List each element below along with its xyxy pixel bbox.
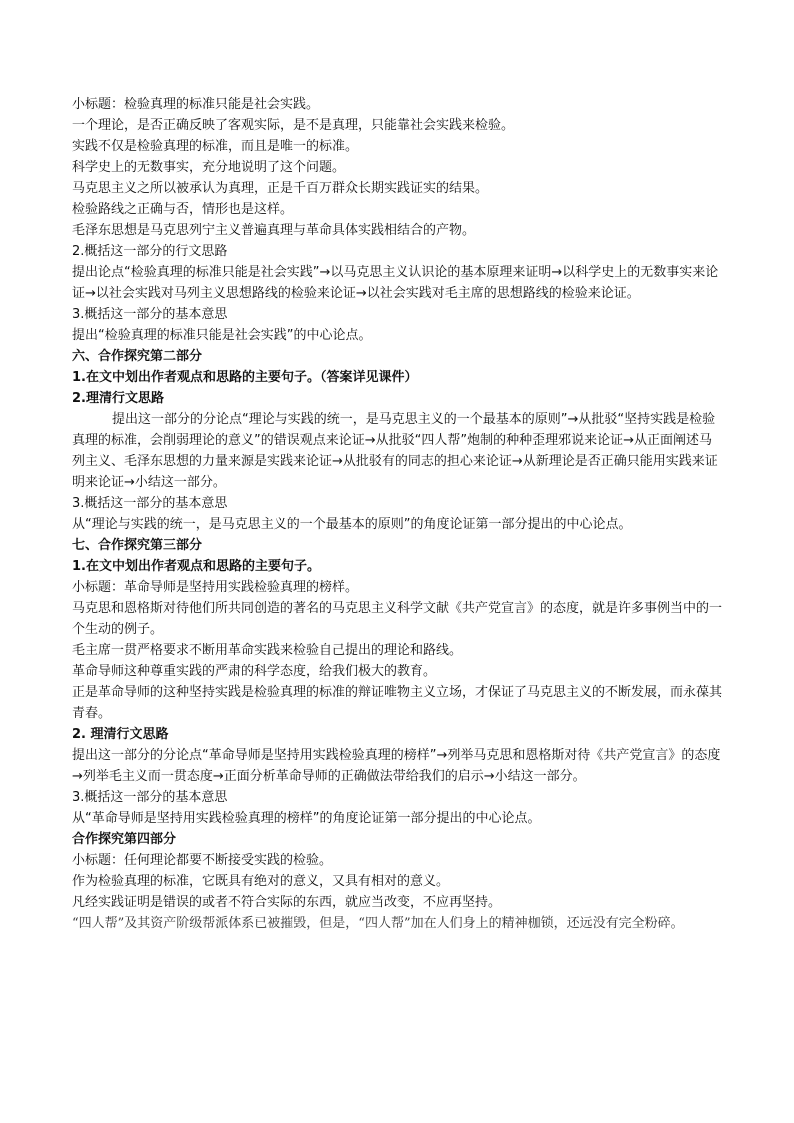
subheading-line: 小标题：任何理论都要不断接受实践的检验。 (72, 853, 333, 868)
text-line: 实践不仅是检验真理的标准，而且是唯一的标准。 (72, 139, 359, 154)
paragraph: 马克思和恩格斯对待他们所共同创造的著名的马克思主义科学文献《共产党宣言》的态度，就是许多事例当中的一个生动的例子。 (72, 601, 723, 637)
text-line: 毛主席一贯严格要求不断用革命实践来检验自己提出的理论和路线。 (72, 643, 463, 658)
text-line: 检验路线之正确与否，情形也是这样。 (72, 202, 294, 217)
paragraph: 提出这一部分的分论点“理论与实践的统一，是马克思主义的一个最基本的原则”→从批驳“坚持实践是检验真理的标准，会削弱理论的意义”的错误观点来论证→从批驳“四人帮”炮制的种种歪理邪说来论证→从正面阐述马列主义、毛泽东思想的力量来源是实践来论证→从批驳有的同志的担心来论证→从新理论是否正确只能用实践来证明来论证→小结这一部分。 (72, 412, 718, 490)
text-line: 从“理论与实践的统一，是马克思主义的一个最基本的原则”的角度论证第一部分提出的中心论点。 (72, 517, 632, 532)
numbered-heading: 1.在文中划出作者观点和思路的主要句子。 (72, 559, 320, 574)
text-line: 凡经实践证明是错误的或者不符合实际的东西，就应当改变，不应再坚持。 (72, 895, 502, 910)
text-line: 提出“检验真理的标准只能是社会实践”的中心论点。 (72, 328, 372, 343)
numbered-item: 2.概括这一部分的行文思路 (72, 244, 228, 259)
text-line: 科学史上的无数事实，充分地说明了这个问题。 (72, 160, 346, 175)
text-line: 革命导师这种尊重实践的严肃的科学态度，给我们极大的教育。 (72, 664, 437, 679)
numbered-heading: 1.在文中划出作者观点和思路的主要句子。（答案详见课件） (72, 370, 418, 385)
text-line: 从“革命导师是坚持用实践检验真理的榜样”的角度论证第一部分提出的中心论点。 (72, 811, 541, 826)
numbered-heading: 2.理清行文思路 (72, 391, 164, 406)
subheading-line: 小标题：检验真理的标准只能是社会实践。 (72, 97, 320, 112)
text-line: 毛泽东思想是马克思列宁主义普遍真理与革命具体实践相结合的产物。 (72, 223, 476, 238)
text-line: 马克思主义之所以被承认为真理，正是千百万群众长期实践证实的结果。 (72, 181, 489, 196)
text-line: 一个理论，是否正确反映了客观实际，是不是真理，只能靠社会实践来检验。 (72, 118, 515, 133)
numbered-item: 3.概括这一部分的基本意思 (72, 496, 228, 511)
numbered-item: 3.概括这一部分的基本意思 (72, 790, 228, 805)
section-heading: 六、合作探究第二部分 (72, 349, 203, 364)
text-line: 作为检验真理的标准，它既具有绝对的意义，又具有相对的意义。 (72, 874, 450, 889)
paragraph: 提出这一部分的分论点“革命导师是坚持用实践检验真理的榜样”→列举马克思和恩格斯对待《共产党宣言》的态度→列举毛主义而一贯态度→正面分析革命导师的正确做法带给我们的启示→小结这一部分。 (72, 748, 721, 784)
document-body (72, 94, 724, 934)
paragraph: 提出论点“检验真理的标准只能是社会实践”→以马克思主义认识论的基本原理来证明→以科学史上的无数事实来论证→以社会实践对马列主义思想路线的检验来论证→以社会实践对毛主席的思想路线的检验来论证。 (72, 265, 719, 301)
subheading-line: 小标题：革命导师是坚持用实践检验真理的榜样。 (72, 580, 359, 595)
section-heading: 七、合作探究第三部分 (72, 538, 203, 553)
numbered-item: 3.概括这一部分的基本意思 (72, 307, 228, 322)
paragraph: “四人帮”及其资产阶级帮派体系已被摧毁，但是，“四人帮”加在人们身上的精神枷锁，还远没有完全粉碎。 (72, 916, 684, 931)
section-heading: 合作探究第四部分 (72, 832, 177, 847)
paragraph: 正是革命导师的这种坚持实践是检验真理的标准的辩证唯物主义立场，才保证了马克思主义的不断发展，而永葆其青春。 (72, 685, 723, 721)
numbered-heading: 2. 理清行文思路 (72, 727, 169, 742)
